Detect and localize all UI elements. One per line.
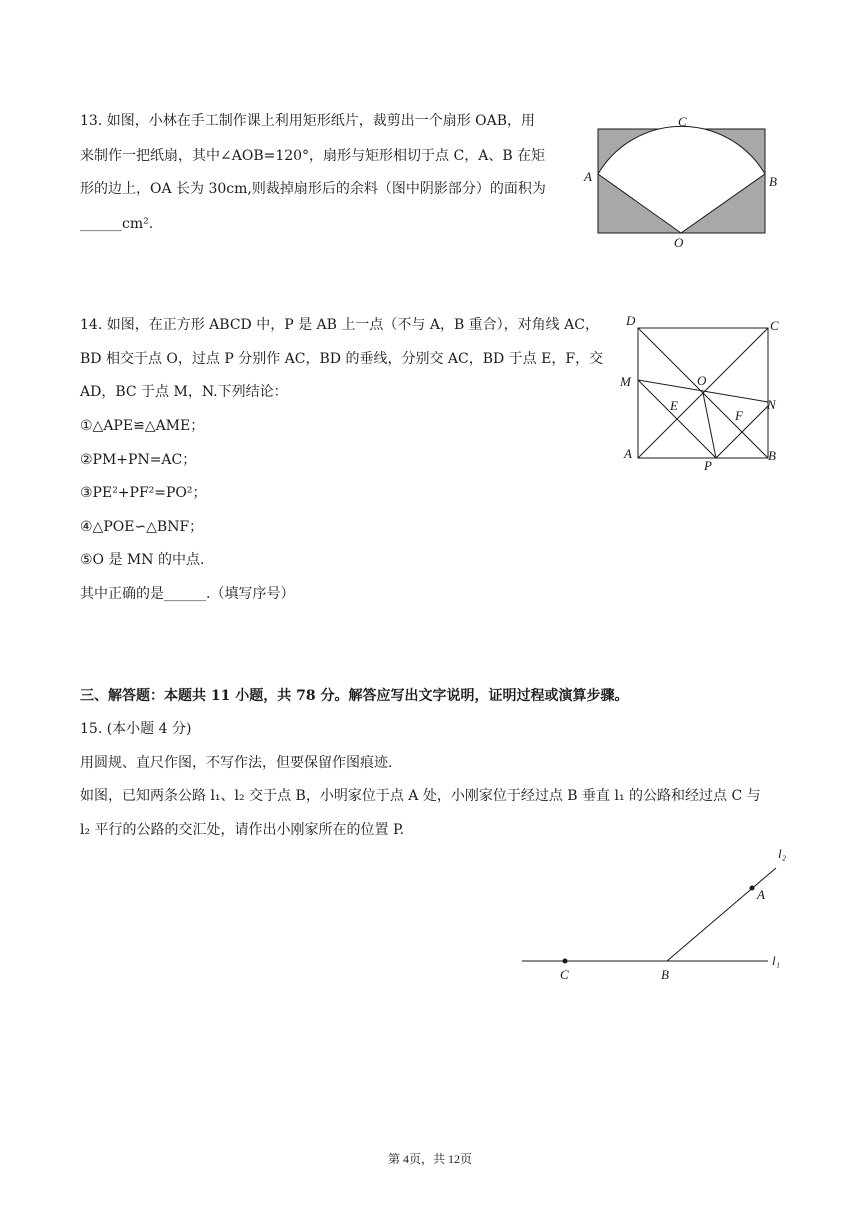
q14-question: 其中正确的是______.（填写序号）: [80, 586, 295, 602]
q15-line-2: 如图，已知两条公路 l₁、l₂ 交于点 B，小明家位于点 A 处，小刚家位于经过点 B 垂直 l₁ 的公路和经过点 C 与: [80, 788, 761, 804]
q13-line-3: 形的边上，OA 长为 30cm,则裁掉扇形后的余料（图中阴影部分）的面积为: [80, 181, 546, 197]
q13-line-2: 来制作一把纸扇，其中∠AOB=120°，扇形与矩形相切于点 C，A、B 在矩: [80, 148, 546, 164]
q15-road-l2: [667, 868, 776, 961]
q14-label-O: O: [697, 373, 707, 388]
q13-sector-figure: [578, 112, 778, 252]
q14-label-B: B: [768, 448, 776, 463]
q13-label-A: A: [584, 169, 592, 184]
q15-point-C: [563, 959, 568, 964]
q14-conclusion-4: ④△POE∽△BNF；: [80, 519, 204, 535]
q15-label-A: A: [757, 887, 765, 902]
q13-label-O: O: [674, 235, 684, 250]
q14-line-3: AD，BC 于点 M，N.下列结论：: [80, 384, 288, 400]
section-3-heading: 三、解答题：本题共 11 小题，共 78 分。解答应写出文字说明，证明过程或演算步骤。: [80, 688, 629, 704]
q14-label-C: C: [770, 318, 779, 333]
q13-line-1: 13. 如图，小林在手工制作课上利用矩形纸片，裁剪出一个扇形 OAB，用: [80, 113, 536, 129]
q14-label-P: P: [704, 458, 712, 473]
q14-label-E: E: [670, 398, 678, 413]
q14-line-2: BD 相交于点 O，过点 P 分别作 AC，BD 的垂线，分别交 AC，BD 于点 E，F，交: [80, 351, 604, 367]
q15-title: 15. (本小题 4 分): [80, 721, 192, 737]
q13-label-C: C: [678, 114, 687, 129]
q14-label-F: F: [735, 408, 743, 423]
q15-label-l2: l₂: [778, 846, 787, 861]
q14-conclusion-1: ①△APE≌△AME；: [80, 418, 205, 434]
q14-conclusion-5: ⑤O 是 MN 的中点.: [80, 552, 205, 568]
q14-line-1: 14. 如图，在正方形 ABCD 中，P 是 AB 上一点（不与 A，B 重合），对角线 AC，: [80, 317, 599, 333]
q14-conclusion-3: ③PE²+PF²=PO²；: [80, 485, 207, 501]
q14-label-N: N: [767, 397, 776, 412]
q14-square-figure: [618, 310, 798, 475]
q15-line-1: 用圆规、直尺作图，不写作法，但要保留作图痕迹.: [80, 755, 393, 771]
q15-roads-figure: [510, 840, 810, 990]
q15-label-l1: l₁: [772, 953, 781, 968]
q14-conclusion-2: ②PM+PN=AC；: [80, 452, 197, 468]
q15-point-A: [750, 886, 755, 891]
q14-label-D: D: [626, 313, 636, 328]
q14-segment-PO: [703, 393, 716, 458]
q13-label-B: B: [769, 174, 777, 189]
q13-line-4: ______cm².: [80, 216, 154, 232]
q14-label-A: A: [624, 446, 632, 461]
q14-label-M: M: [620, 374, 631, 389]
q15-line-3: l₂ 平行的公路的交汇处，请作出小刚家所在的位置 P.: [80, 822, 405, 838]
q15-label-C: C: [560, 967, 569, 982]
page-footer: 第 4页，共 12页: [387, 1152, 472, 1166]
q15-label-B: B: [661, 967, 669, 982]
